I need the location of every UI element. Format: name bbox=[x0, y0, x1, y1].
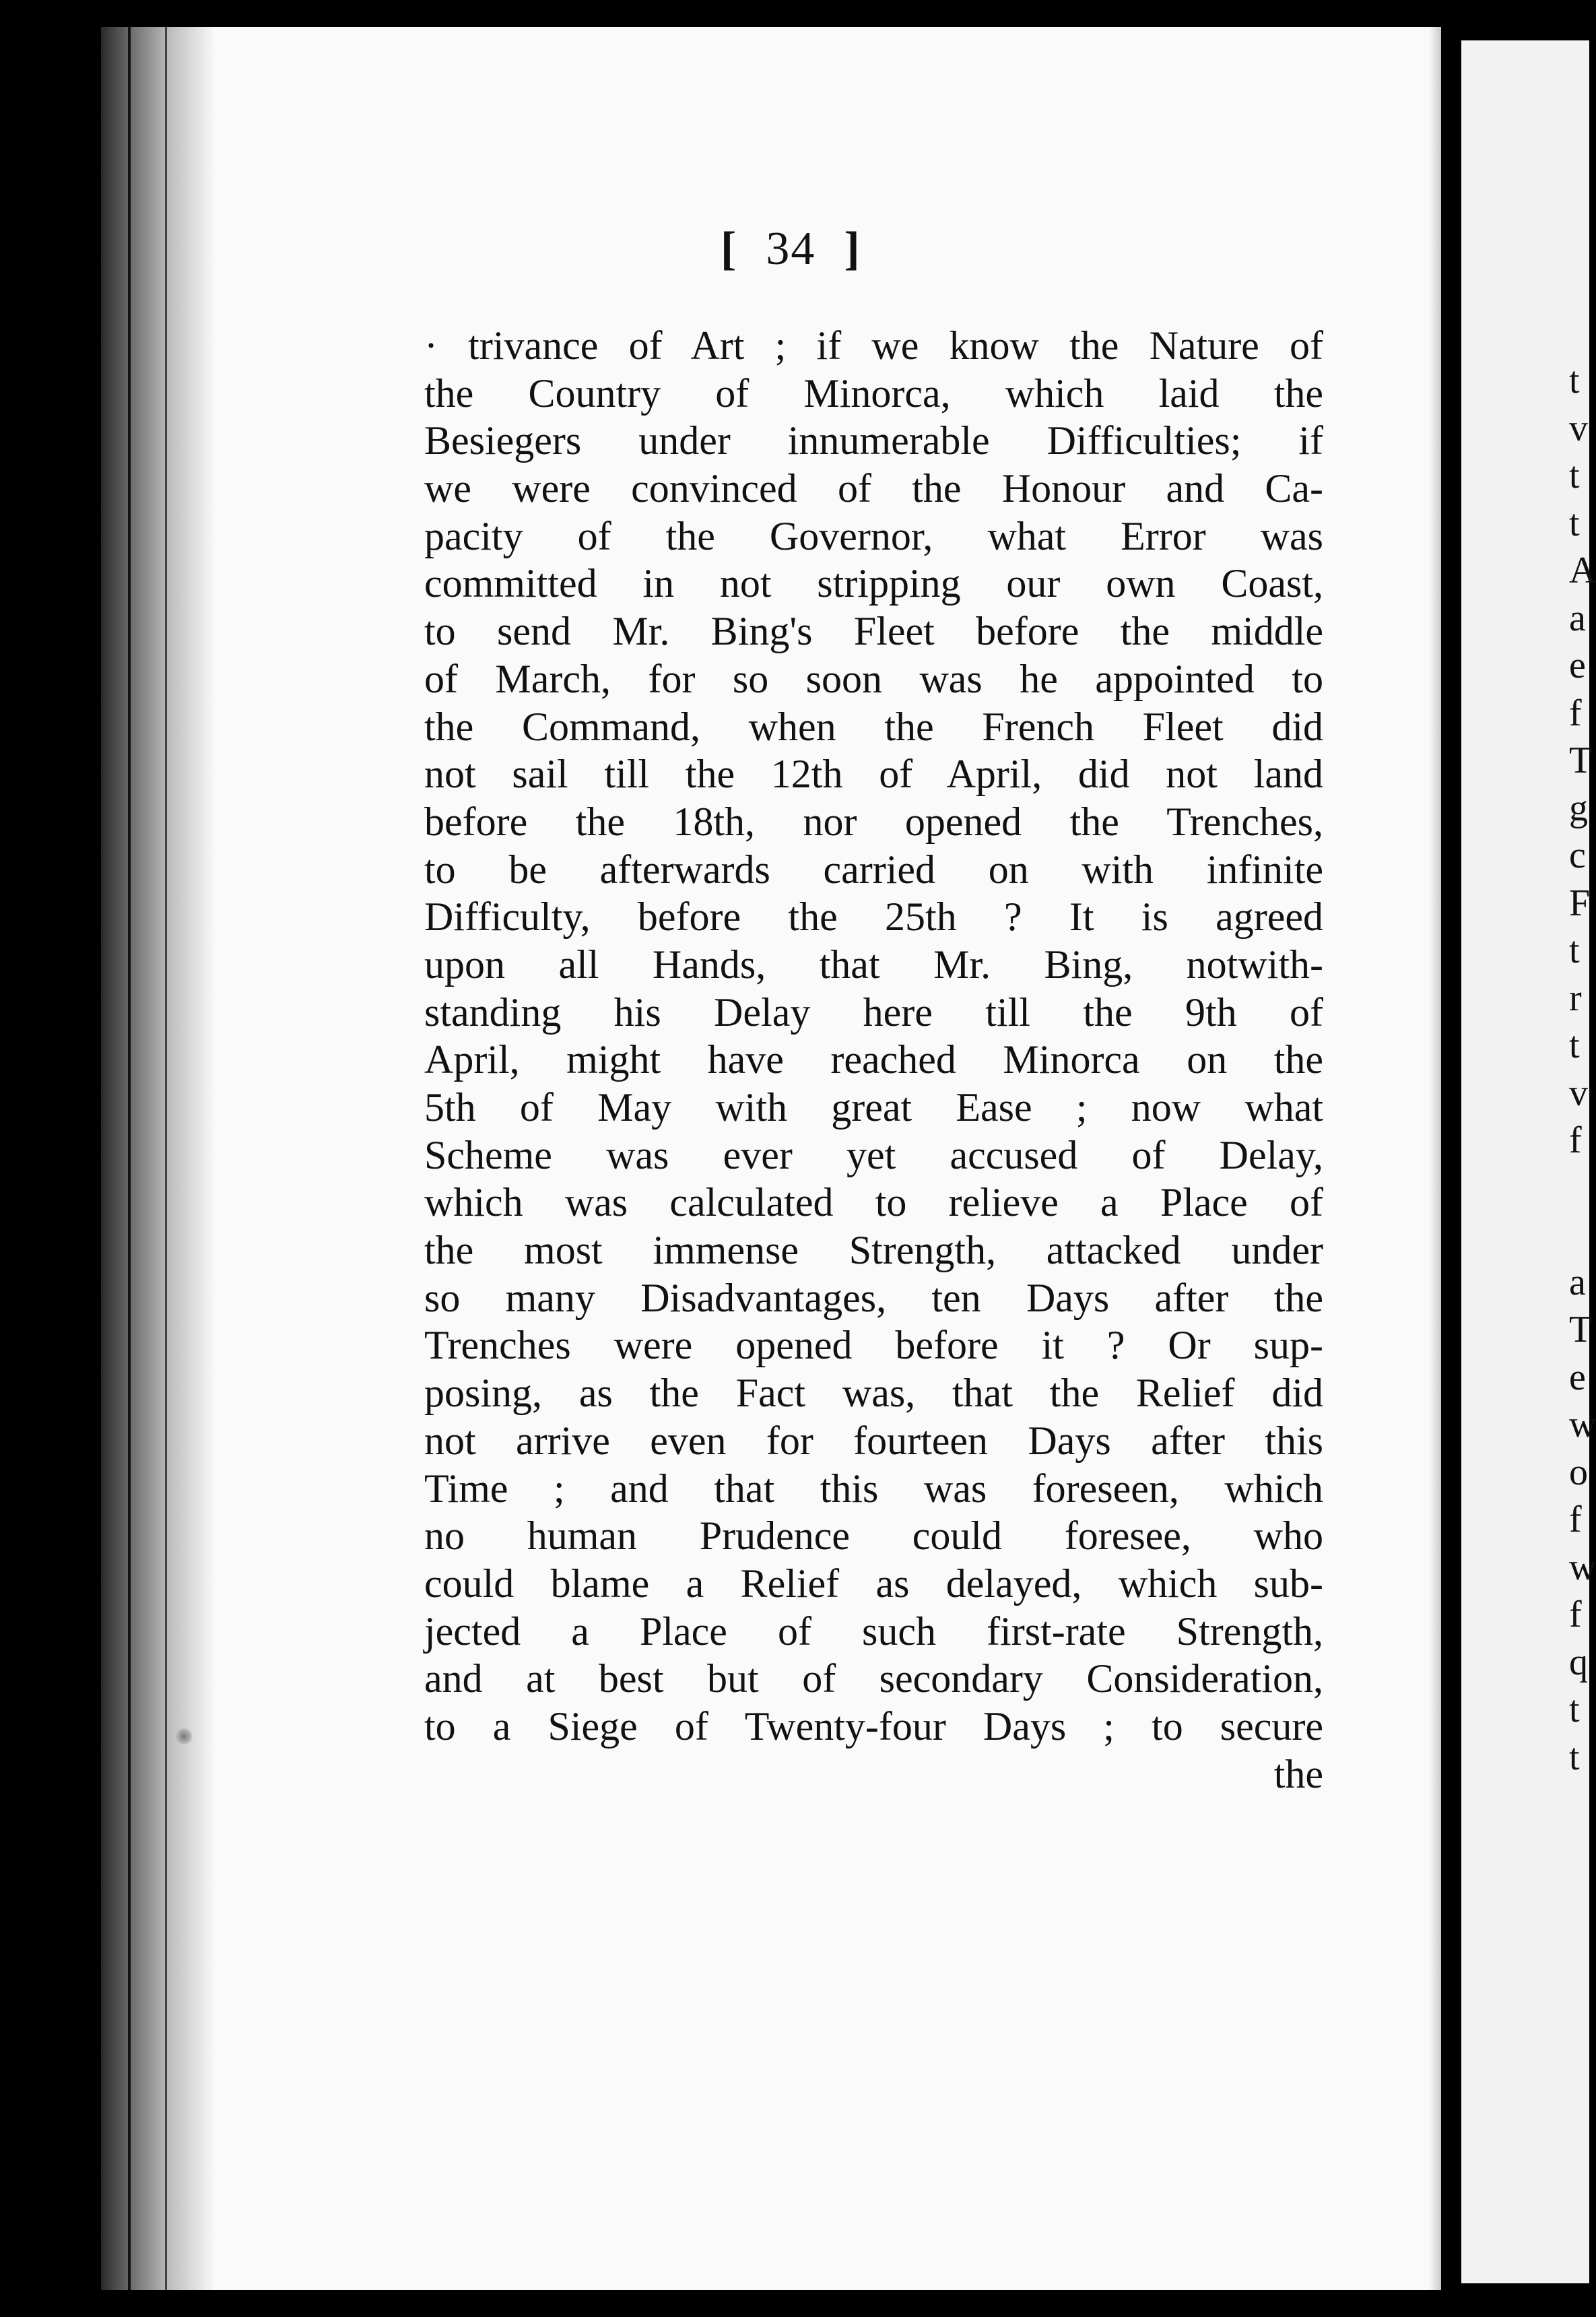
facing-page-fragment: w bbox=[1569, 1404, 1596, 1445]
text-line: not arrive even for fourteen Days after this bbox=[424, 1418, 1323, 1463]
facing-page-text bbox=[1569, 357, 1596, 1781]
text-line: committed in not stripping our own Coast, bbox=[424, 561, 1323, 606]
page-number: 34 bbox=[766, 223, 816, 275]
facing-page-fragment: f bbox=[1569, 1594, 1582, 1635]
facing-page-fragment: v bbox=[1569, 1072, 1588, 1114]
text-line: which was calculated to relieve a Place of bbox=[424, 1180, 1323, 1225]
binding-edge-line bbox=[128, 27, 131, 2290]
bracket-close: ] bbox=[844, 223, 861, 275]
text-line: could blame a Relief as delayed, which sub- bbox=[424, 1561, 1323, 1606]
facing-page-fragment: t bbox=[1569, 929, 1580, 971]
text-line: Difficulty, before the 25th ? It is agreed bbox=[424, 894, 1323, 940]
text-line: jected a Place of such first-rate Strength, bbox=[424, 1608, 1323, 1654]
text-line: we were convinced of the Honour and Ca- bbox=[424, 466, 1323, 511]
facing-page-fragment: g bbox=[1569, 787, 1588, 829]
text-line: Besiegers under innumerable Difficulties; if bbox=[424, 418, 1323, 463]
text-line: Time ; and that this was foreseen, which bbox=[424, 1466, 1323, 1511]
facing-page-fragment: t bbox=[1569, 1024, 1580, 1066]
facing-page-fragment: t bbox=[1569, 360, 1580, 401]
facing-page-fragment: t bbox=[1569, 1689, 1580, 1730]
binding-shadow bbox=[101, 27, 215, 2290]
facing-page bbox=[1461, 40, 1596, 2283]
text-line: 5th of May with great Ease ; now what bbox=[424, 1085, 1323, 1130]
facing-page-fragment: f bbox=[1569, 1119, 1582, 1161]
text-line: before the 18th, nor opened the Trenches, bbox=[424, 799, 1323, 844]
binding-edge-line bbox=[165, 27, 167, 2290]
text-line: so many Disadvantages, ten Days after the bbox=[424, 1275, 1323, 1320]
facing-page-fragment: f bbox=[1569, 1499, 1582, 1540]
body-text bbox=[424, 322, 1323, 1798]
facing-page-fragment: T bbox=[1569, 1309, 1593, 1350]
text-line: posing, as the Fact was, that the Relief did bbox=[424, 1371, 1323, 1416]
ink-smudge bbox=[175, 1728, 193, 1745]
text-line: Scheme was ever yet accused of Delay, bbox=[424, 1132, 1323, 1177]
text-line: upon all Hands, that Mr. Bing, notwith- bbox=[424, 942, 1323, 987]
page-header bbox=[721, 222, 861, 276]
facing-page-fragment: a bbox=[1569, 1261, 1586, 1303]
text-line: the most immense Strength, attacked under bbox=[424, 1228, 1323, 1273]
facing-page-fragment: w bbox=[1569, 1546, 1596, 1588]
text-line: no human Prudence could foresee, who bbox=[424, 1513, 1323, 1559]
bracket-open: [ bbox=[721, 223, 738, 275]
facing-page-fragment: F bbox=[1569, 882, 1591, 924]
catchword: the bbox=[1273, 1751, 1323, 1796]
facing-page-fragment: e bbox=[1569, 1356, 1586, 1398]
text-line: and at best but of secondary Consideration, bbox=[424, 1656, 1323, 1701]
text-line: to send Mr. Bing's Fleet before the middle bbox=[424, 609, 1323, 654]
facing-page-fragment: r bbox=[1569, 977, 1582, 1019]
text-line: Trenches were opened before it ? Or sup- bbox=[424, 1323, 1323, 1368]
text-line: not sail till the 12th of April, did not land bbox=[424, 752, 1323, 797]
text-line: pacity of the Governor, what Error was bbox=[424, 513, 1323, 558]
text-line: April, might have reached Minorca on the bbox=[424, 1037, 1323, 1082]
facing-page-fragment: e bbox=[1569, 645, 1586, 686]
text-line: the Country of Minorca, which laid the bbox=[424, 370, 1323, 416]
facing-page-fragment: f bbox=[1569, 692, 1582, 734]
facing-page-fragment: q bbox=[1569, 1641, 1588, 1683]
text-line: of March, for so soon was he appointed to bbox=[424, 656, 1323, 701]
text-line: to a Siege of Twenty-four Days ; to secure bbox=[424, 1703, 1323, 1749]
facing-page-fragment: t bbox=[1569, 1736, 1580, 1778]
facing-page-fragment: v bbox=[1569, 407, 1588, 449]
page-edge bbox=[1429, 27, 1441, 2290]
facing-page-fragment: t bbox=[1569, 502, 1580, 544]
facing-page-gap bbox=[1569, 1165, 1596, 1259]
facing-page-fragment: t bbox=[1569, 455, 1580, 496]
facing-page-fragment: T bbox=[1569, 740, 1593, 781]
facing-page-fragment: A bbox=[1569, 550, 1596, 591]
facing-page-fragment: o bbox=[1569, 1451, 1588, 1493]
text-line: standing his Delay here till the 9th of bbox=[424, 989, 1323, 1035]
text-line: · trivance of Art ; if we know the Nature of bbox=[424, 323, 1323, 368]
facing-page-fragment: a bbox=[1569, 597, 1586, 639]
facing-page-fragment: c bbox=[1569, 835, 1586, 876]
text-line: to be afterwards carried on with infinite bbox=[424, 847, 1323, 892]
text-line: the Command, when the French Fleet did bbox=[424, 704, 1323, 749]
